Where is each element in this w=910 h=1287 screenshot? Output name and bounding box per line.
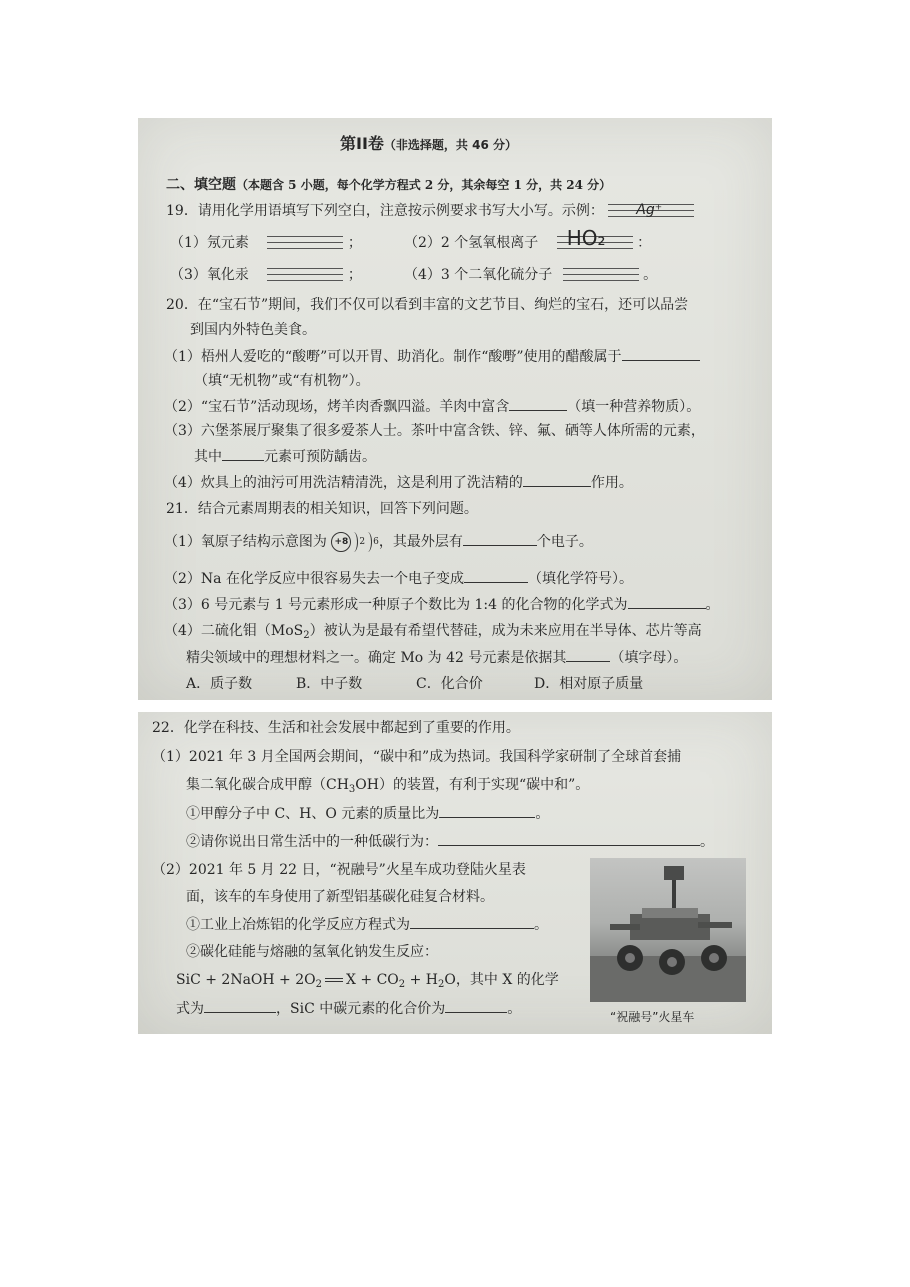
q22-s1-c-line bbox=[186, 803, 549, 824]
q19-item-2-answer: HO₂ bbox=[566, 226, 606, 250]
equation-right-pre: X + CO bbox=[346, 972, 399, 988]
electron-shell-2-icon bbox=[363, 532, 372, 552]
q19-stem: 19．请用化学用语填写下列空白，注意按示例要求书写大小写。示例： bbox=[166, 203, 604, 219]
q20-s2-line bbox=[164, 396, 700, 417]
q20-stem-line2: 到国内外特色美食。 bbox=[190, 322, 316, 338]
section-header bbox=[340, 134, 517, 155]
q22-s1-text-b-sub: 3 bbox=[348, 784, 356, 795]
q19-item-4: （4）3 个二氧化硫分子 。 bbox=[404, 267, 658, 283]
rover-caption: “祝融号”火星车 bbox=[610, 1010, 695, 1024]
q21-s1-suffix: 个电子。 bbox=[536, 534, 593, 550]
q19-item-2-answer-box[interactable] bbox=[557, 226, 633, 252]
q21-s1-line bbox=[164, 531, 593, 552]
q22-s1-d-blank[interactable] bbox=[438, 831, 700, 846]
q21-s2-text: （2）Na 在化学反应中很容易失去一个电子变成 bbox=[164, 571, 464, 587]
q22-equation bbox=[176, 970, 559, 995]
q19-example-answer: Ag⁺ bbox=[636, 202, 663, 218]
q21-s4-line1 bbox=[164, 621, 702, 646]
q22-s1-c-blank[interactable] bbox=[439, 803, 535, 818]
q22-s2-c-blank[interactable] bbox=[410, 914, 534, 929]
q19-item-3-label: （3）氧化汞 bbox=[170, 267, 249, 283]
q22-s1-line2 bbox=[186, 775, 589, 800]
q19-stem-line bbox=[166, 201, 694, 221]
q20-s3-suffix: 元素可预防龋齿。 bbox=[264, 449, 376, 465]
equation-right-sub2: 2 bbox=[438, 979, 445, 990]
q20-s4-suffix: 作用。 bbox=[590, 475, 633, 491]
q22-s1-d-text: ②请你说出日常生活中的一种低碳行为： bbox=[186, 834, 438, 850]
q22-s2-e-text-b: ，SiC 中碳元素的化合价为 bbox=[276, 1001, 446, 1017]
q20-s2-hint: （填一种营养物质）。 bbox=[567, 399, 701, 415]
q19-item-3-answer-box[interactable] bbox=[267, 266, 343, 284]
q20-s4-line bbox=[164, 472, 633, 493]
q22-s2-c-line bbox=[186, 914, 548, 935]
q22-s1-d-line bbox=[186, 831, 714, 852]
q19-item-4-label: （4）3 个二氧化硫分子 bbox=[404, 267, 553, 283]
q22-s2-c-text: ①工业上冶炼铝的化学反应方程式为 bbox=[186, 917, 410, 933]
q21-stem: 21．结合元素周期表的相关知识，回答下列问题。 bbox=[166, 501, 478, 517]
part2-heading: 二、填空题 bbox=[166, 177, 236, 193]
equation-left: SiC + 2NaOH + 2O bbox=[176, 972, 316, 988]
q22-s2-c-end: 。 bbox=[534, 917, 548, 933]
q20-s3-line2 bbox=[194, 446, 376, 467]
q19-item-1-label: （1）氖元素 bbox=[170, 235, 249, 251]
q21-s3-line bbox=[164, 594, 720, 615]
q22-s1-text-b-post: OH）的装置，有利于实现“碳中和”。 bbox=[355, 777, 590, 793]
electron-shell-1-icon bbox=[349, 532, 358, 552]
q19-item-2-label: （2）2 个氢氧根离子 bbox=[404, 235, 539, 251]
q21-s4-text-c: 精尖领域中的理想材料之一。确定 Mo 为 42 号元素是依据其 bbox=[186, 650, 567, 666]
equals-sign-icon bbox=[325, 978, 343, 982]
q22-s2-d-text: ②碳化硅能与熔融的氢氧化钠发生反应： bbox=[186, 944, 438, 960]
q22-stem: 22．化学在科技、生活和社会发展中都起到了重要的作用。 bbox=[152, 720, 520, 736]
q19-item-1: （1）氖元素 ； bbox=[170, 235, 362, 251]
q21-s2-line bbox=[164, 568, 633, 589]
section-note: （非选择题，共 46 分） bbox=[383, 138, 517, 152]
q22-s1-text-a: （1）2021 年 3 月全国两会期间，“碳中和”成为热词。我国科学家研制了全球首套捕 bbox=[152, 749, 682, 765]
q22-s1-d-end: 。 bbox=[700, 834, 714, 850]
section-title: 第II卷 bbox=[340, 134, 384, 153]
q20-s2-text: （2）“宝石节”活动现场，烤羊肉香飘四溢。羊肉中富含 bbox=[164, 399, 510, 415]
q20-s1-line bbox=[164, 346, 700, 367]
q21-option-a[interactable]: A．质子数 bbox=[186, 676, 253, 692]
q21-s1-mid: ，其最外层有 bbox=[378, 534, 463, 550]
equation-right-sub1: 2 bbox=[398, 979, 406, 990]
q19-item-2: （2）2 个氢氧根离子 HO₂ ： bbox=[404, 226, 652, 251]
shell-2-count: 6 bbox=[373, 537, 379, 547]
oxygen-atom-structure-icon bbox=[331, 532, 351, 552]
q21-s3-text: （3）6 号元素与 1 号元素形成一种原子个数比为 1:4 的化合物的化学式为 bbox=[164, 597, 628, 613]
q21-s4-sub: 2 bbox=[303, 630, 310, 641]
q22-s1-c-text: ①甲醇分子中 C、H、O 元素的质量比为 bbox=[186, 806, 440, 822]
atom-nucleus-label: +8 bbox=[334, 537, 349, 547]
q20-s3-text: （3）六堡茶展厅聚集了很多爱茶人士。茶叶中富含铁、锌、氟、硒等人体所需的元素， bbox=[164, 423, 705, 439]
q20-s1-hint: （填“无机物”或“有机物”）。 bbox=[194, 373, 370, 389]
q22-s2-e-blank-1[interactable] bbox=[204, 998, 276, 1013]
q19-item-3: （3）氧化汞 ； bbox=[170, 267, 362, 283]
q22-s2-text-b: 面，该车的车身使用了新型铝基碳化硅复合材料。 bbox=[186, 889, 494, 905]
q22-s2-text-a: （2）2021 年 5 月 22 日，“祝融号”火星车成功登陆火星表 bbox=[152, 862, 526, 878]
q21-s4-text-a: （4）二硫化钼（MoS bbox=[164, 623, 304, 639]
q21-s4-blank[interactable] bbox=[566, 647, 610, 662]
q20-stem-line1: 20．在“宝石节”期间，我们不仅可以看到丰富的文艺节目、绚烂的宝石，还可以品尝 bbox=[166, 297, 689, 313]
q21-s4-hint: （填字母）。 bbox=[610, 650, 688, 666]
q19-example-answer-box bbox=[608, 202, 694, 220]
q21-s4-text-b: ）被认为是最有希望代替硅，成为未来应用在半导体、芯片等高 bbox=[309, 623, 702, 639]
rover-illustration-icon bbox=[590, 858, 746, 1002]
q21-s1-text: （1）氧原子结构示意图为 bbox=[164, 534, 327, 550]
q22-s2-e-line bbox=[176, 998, 521, 1019]
q21-s2-hint: （填化学符号）。 bbox=[527, 571, 633, 587]
shell-1-count: 2 bbox=[359, 537, 366, 547]
q20-s1-text: （1）梧州人爱吃的“酸嘢”可以开胃、助消化。制作“酸嘢”使用的醋酸属于 bbox=[164, 349, 622, 365]
q20-s3-blank[interactable] bbox=[222, 446, 264, 461]
q19-item-1-answer-box[interactable] bbox=[267, 234, 343, 252]
q20-s1-blank[interactable] bbox=[622, 346, 700, 361]
q21-s4-line2 bbox=[186, 647, 687, 668]
equation-left-sub: 2 bbox=[315, 979, 322, 990]
q20-s2-blank[interactable] bbox=[509, 396, 567, 411]
q21-option-d[interactable]: D．相对原子质量 bbox=[534, 676, 644, 692]
q21-option-b[interactable]: B．中子数 bbox=[296, 676, 363, 692]
q21-s2-blank[interactable] bbox=[464, 568, 528, 583]
zhurong-rover-photo bbox=[590, 858, 746, 1002]
equation-right-mid: + H bbox=[405, 972, 439, 988]
q22-s2-e-text-c: 。 bbox=[507, 1001, 522, 1017]
q21-option-c[interactable]: C．化合价 bbox=[416, 676, 483, 692]
part2-heading-note: （本题含 5 小题，每个化学方程式 2 分，其余每空 1 分，共 24 分） bbox=[236, 178, 612, 192]
equation-right-post: O，其中 X 的化学 bbox=[444, 972, 559, 988]
q19-item-4-answer-box[interactable] bbox=[563, 266, 639, 284]
q20-s4-blank[interactable] bbox=[523, 472, 591, 487]
q22-s2-e-text-a: 式为 bbox=[176, 1001, 204, 1017]
q22-s1-text-b-pre: 集二氧化碳合成甲醇（CH bbox=[186, 777, 349, 793]
q22-s1-c-end: 。 bbox=[535, 806, 550, 822]
q21-s3-suffix: 。 bbox=[705, 597, 720, 613]
q20-s3-prefix: 其中 bbox=[194, 449, 222, 465]
q22-s2-e-blank-2[interactable] bbox=[445, 998, 507, 1013]
q21-s1-blank[interactable] bbox=[463, 531, 537, 546]
part2-heading-line bbox=[166, 175, 611, 195]
q21-s3-blank[interactable] bbox=[628, 594, 706, 609]
q20-s4-text: （4）炊具上的油污可用洗洁精清洗，这是利用了洗洁精的 bbox=[164, 475, 523, 491]
